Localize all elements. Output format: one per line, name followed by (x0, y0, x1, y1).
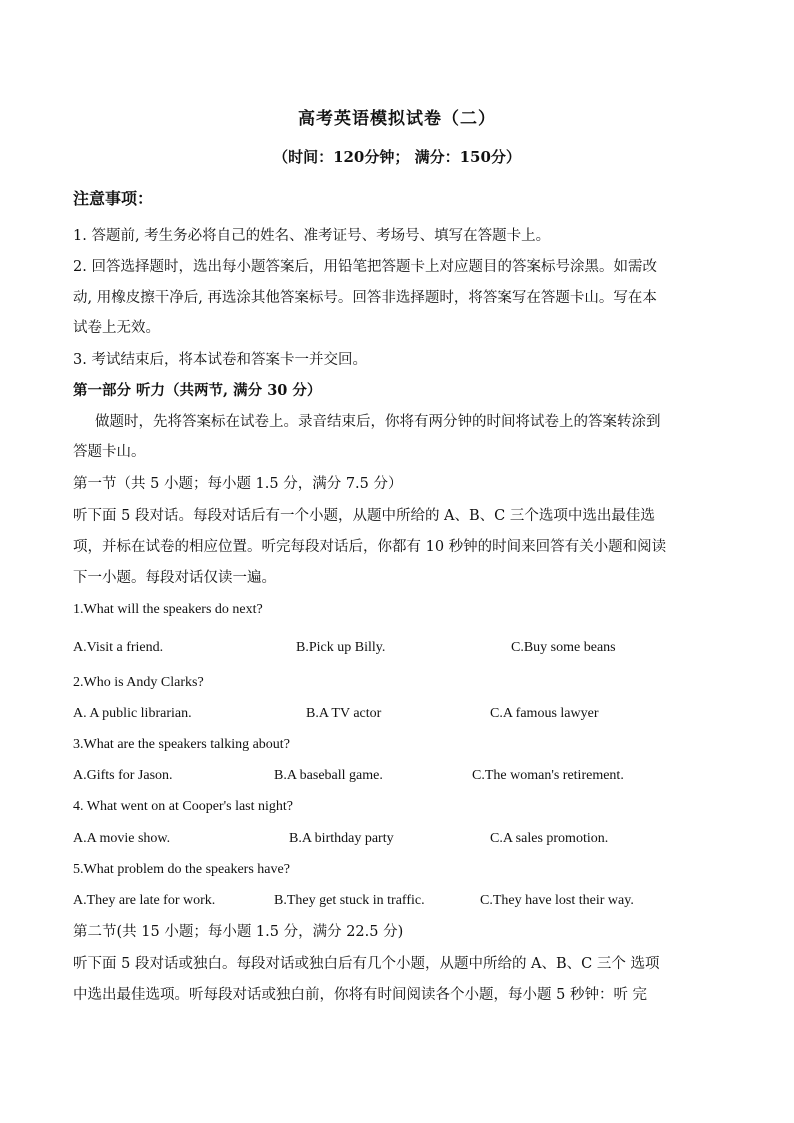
section1-intro-2: 项，并标在试卷的相应位置。听完每段对话后，你都有 10 秒钟的时间来回答有关小题和阅读 (73, 539, 667, 555)
part1-intro-2: 答题卡山。 (73, 444, 146, 460)
question-1-option-a: A.Visit a friend. (73, 640, 164, 655)
question-1-option-b: B.Pick up Billy. (296, 640, 386, 655)
section1-intro-3: 下一小题。每段对话仅读一遍。 (73, 570, 276, 586)
question-5-option-a: A.They are late for work. (73, 893, 216, 908)
question-4-option-a: A.A movie show. (73, 831, 171, 846)
question-3-option-c: C.The woman's retirement. (472, 768, 624, 783)
question-3-stem: 3.What are the speakers talking about? (73, 737, 290, 752)
notice-line-3: 动, 用橡皮擦干净后, 再选涂其他答案标号。回答非选择题时，将答案写在答题卡山。写在本 (73, 290, 657, 306)
question-3-option-a: A.Gifts for Jason. (73, 768, 173, 783)
notice-line-5: 3. 考试结束后，将本试卷和答案卡一并交回。 (73, 352, 367, 368)
notice-line-4: 试卷上无效。 (73, 320, 160, 336)
notice-heading: 注意事项： (73, 189, 154, 208)
question-5-stem: 5.What problem do the speakers have? (73, 862, 290, 877)
question-2-option-a: A. A public librarian. (73, 706, 192, 721)
question-2-option-b: B.A TV actor (306, 706, 382, 721)
section1-heading: 第一节（共 5 小题；每小题 1.5 分，满分 7.5 分） (73, 476, 403, 492)
question-5-option-c: C.They have lost their way. (480, 893, 634, 908)
question-5-option-b: B.They get stuck in traffic. (274, 893, 425, 908)
question-4-option-c: C.A sales promotion. (490, 831, 609, 846)
section1-intro-1: 听下面 5 段对话。每段对话后有一个小题，从题中所给的 A、B、C 三个选项中选出最佳选 (73, 508, 655, 524)
question-1-option-c: C.Buy some beans (511, 640, 616, 655)
question-3-option-b: B.A baseball game. (274, 768, 383, 783)
part1-intro-1: 做题时，先将答案标在试卷上。录音结束后，你将有两分钟的时间将试卷上的答案转涂到 (95, 414, 661, 430)
part1-heading: 第一部分 听力（共两节, 满分 30 分） (73, 382, 322, 399)
notice-line-2: 2. 回答选择题时，选出每小题答案后，用铅笔把答题卡上对应题目的答案标号涂黑。如需改 (73, 259, 657, 275)
question-4-stem: 4. What went on at Cooper's last night? (73, 799, 294, 814)
question-2-option-c: C.A famous lawyer (490, 706, 599, 721)
question-1-stem: 1.What will the speakers do next? (73, 602, 263, 617)
question-2-stem: 2.Who is Andy Clarks? (73, 675, 204, 690)
notice-line-1: 1. 答题前, 考生务必将自己的姓名、准考证号、考场号、填写在答题卡上。 (73, 228, 551, 244)
section2-heading: 第二节(共 15 小题；每小题 1.5 分，满分 22.5 分) (73, 924, 404, 940)
question-4-option-b: B.A birthday party (289, 831, 394, 846)
section2-intro-1: 听下面 5 段对话或独白。每段对话或独白后有几个小题，从题中所给的 A、B、C 三个 选项 (73, 956, 660, 972)
exam-subtitle: （时间：120分钟； 满分：150分） (273, 148, 521, 166)
exam-title: 高考英语模拟试卷（二） (298, 109, 496, 129)
section2-intro-2: 中选出最佳选项。听每段对话或独白前，你将有时间阅读各个小题，每小题 5 秒钟：听 完 (73, 987, 648, 1003)
